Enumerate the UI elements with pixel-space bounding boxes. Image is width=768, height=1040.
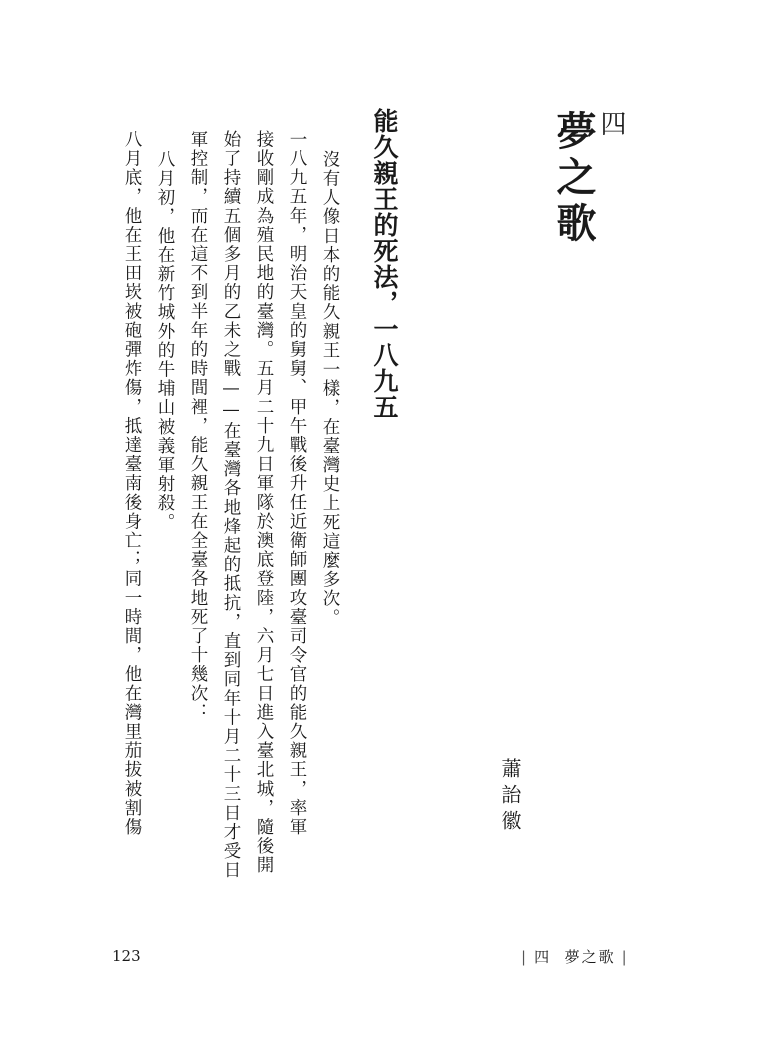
running-head-chapter-number: 四 xyxy=(534,948,552,966)
running-head-divider: | xyxy=(521,948,529,966)
body-paragraph-line: 八月初，他在新竹城外的牛埔山被義軍射殺。 xyxy=(155,150,175,532)
body-paragraph-line: 沒有人像日本的能久親王一樣，在臺灣史上死這麼多次。 xyxy=(320,150,340,628)
chapter-number: 四 xyxy=(596,110,626,140)
body-paragraph-line: 一八九五年，明治天皇的舅舅、甲午戰後升任近衛師團攻臺司令官的能久親王，率軍 xyxy=(287,130,307,837)
running-head-divider: | xyxy=(621,948,629,966)
body-paragraph-line: 接收剛成為殖民地的臺灣。五月二十九日軍隊於澳底登陸，六月七日進入臺北城，隨後開 xyxy=(254,130,274,875)
running-head-chapter-title: 夢之歌 xyxy=(564,948,616,966)
body-paragraph-line: 軍控制，而在這不到半年的時間裡，能久親王在全臺各地死了十幾次： xyxy=(188,130,208,723)
author-name: 蕭詒徽 xyxy=(498,758,522,836)
section-title: 能久親王的死法，一八九五 xyxy=(370,108,399,420)
page-number: 123 xyxy=(112,947,141,965)
body-paragraph-line: 始了持續五個多月的乙未之戰——在臺灣各地烽起的抵抗，直到同年十月二十三日才受日 xyxy=(221,130,241,880)
chapter-title: 夢之歌 xyxy=(550,110,597,248)
body-paragraph-line: 八月底，他在王田崁被砲彈炸傷，抵達臺南後身亡；同一時間，他在灣里茄拔被割傷 xyxy=(122,130,142,837)
running-head xyxy=(515,946,635,967)
